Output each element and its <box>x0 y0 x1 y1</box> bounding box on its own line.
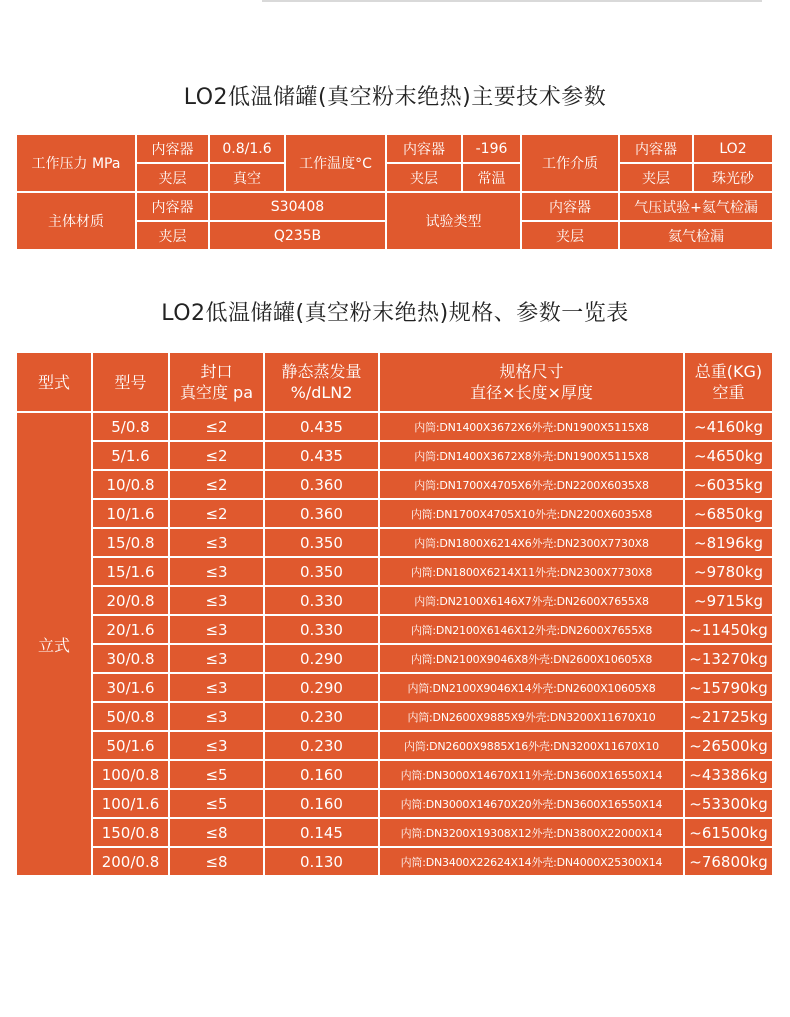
inner-label: 内容器 <box>136 192 209 221</box>
table-row <box>16 644 773 673</box>
table-row <box>16 528 773 557</box>
weight-cell: ~15790kg <box>684 673 773 702</box>
pressure-jacket-value: 真空 <box>209 163 285 192</box>
model-cell: 50/1.6 <box>92 731 169 760</box>
dimensions-cell: 内筒:DN2100X9046X14外壳:DN2600X10605X8 <box>379 673 684 702</box>
jacket-label: 夹层 <box>136 163 209 192</box>
medium-jacket-value: 珠光砂 <box>693 163 773 192</box>
dimensions-cell: 内筒:DN2100X6146X7外壳:DN2600X7655X8 <box>379 586 684 615</box>
vacuum-cell: ≤3 <box>169 673 264 702</box>
evaporation-cell: 0.435 <box>264 441 379 470</box>
weight-cell: ~9715kg <box>684 586 773 615</box>
table-row <box>16 847 773 876</box>
material-jacket-value: Q235B <box>209 221 386 250</box>
vacuum-cell: ≤5 <box>169 760 264 789</box>
pressure-inner-value: 0.8/1.6 <box>209 134 285 163</box>
header-type: 型式 <box>16 352 92 412</box>
model-cell: 20/1.6 <box>92 615 169 644</box>
dimensions-cell: 内筒:DN3200X19308X12外壳:DN3800X22000X14 <box>379 818 684 847</box>
medium-inner-value: LO2 <box>693 134 773 163</box>
evaporation-cell: 0.230 <box>264 702 379 731</box>
vacuum-cell: ≤3 <box>169 644 264 673</box>
weight-cell: ~61500kg <box>684 818 773 847</box>
weight-cell: ~21725kg <box>684 702 773 731</box>
table-row <box>16 673 773 702</box>
inner-label: 内容器 <box>619 134 693 163</box>
evaporation-cell: 0.360 <box>264 499 379 528</box>
model-cell: 5/1.6 <box>92 441 169 470</box>
table-row <box>16 557 773 586</box>
header-weight: 总重(KG) 空重 <box>684 352 773 412</box>
evaporation-cell: 0.290 <box>264 644 379 673</box>
jacket-label: 夹层 <box>386 163 462 192</box>
inner-label: 内容器 <box>521 192 619 221</box>
spec-table <box>15 351 774 877</box>
dimensions-cell: 内筒:DN1700X4705X6外壳:DN2200X6035X8 <box>379 470 684 499</box>
weight-cell: ~9780kg <box>684 557 773 586</box>
evaporation-cell: 0.330 <box>264 615 379 644</box>
weight-cell: ~4650kg <box>684 441 773 470</box>
temp-inner-value: -196 <box>462 134 521 163</box>
model-cell: 30/1.6 <box>92 673 169 702</box>
model-cell: 10/1.6 <box>92 499 169 528</box>
table-row <box>16 499 773 528</box>
vacuum-cell: ≤3 <box>169 528 264 557</box>
vacuum-cell: ≤2 <box>169 412 264 441</box>
medium-label: 工作介质 <box>521 134 619 192</box>
test-inner-value: 气压试验+氦气检漏 <box>619 192 773 221</box>
model-cell: 10/0.8 <box>92 470 169 499</box>
vacuum-cell: ≤3 <box>169 586 264 615</box>
model-cell: 5/0.8 <box>92 412 169 441</box>
model-cell: 20/0.8 <box>92 586 169 615</box>
table-row <box>16 789 773 818</box>
weight-cell: ~43386kg <box>684 760 773 789</box>
model-cell: 150/0.8 <box>92 818 169 847</box>
params-row <box>16 192 773 221</box>
vacuum-cell: ≤3 <box>169 702 264 731</box>
spec-table-body <box>16 412 773 876</box>
evaporation-cell: 0.230 <box>264 731 379 760</box>
dimensions-cell: 内筒:DN1800X6214X6外壳:DN2300X7730X8 <box>379 528 684 557</box>
dimensions-cell: 内筒:DN1400X3672X6外壳:DN1900X5115X8 <box>379 412 684 441</box>
header-vacuum: 封口 真空度 pa <box>169 352 264 412</box>
header-model: 型号 <box>92 352 169 412</box>
model-cell: 30/0.8 <box>92 644 169 673</box>
header-evaporation: 静态蒸发量 %/dLN2 <box>264 352 379 412</box>
vacuum-cell: ≤8 <box>169 818 264 847</box>
table-row <box>16 441 773 470</box>
vacuum-cell: ≤3 <box>169 731 264 760</box>
table-row <box>16 731 773 760</box>
dimensions-cell: 内筒:DN2100X6146X12外壳:DN2600X7655X8 <box>379 615 684 644</box>
test-label: 试验类型 <box>386 192 521 250</box>
weight-cell: ~26500kg <box>684 731 773 760</box>
pressure-label: 工作压力 MPa <box>16 134 136 192</box>
material-label: 主体材质 <box>16 192 136 250</box>
top-divider-line <box>262 0 762 2</box>
model-cell: 200/0.8 <box>92 847 169 876</box>
table-row <box>16 702 773 731</box>
vacuum-cell: ≤3 <box>169 557 264 586</box>
vacuum-cell: ≤3 <box>169 615 264 644</box>
table-row <box>16 470 773 499</box>
weight-cell: ~76800kg <box>684 847 773 876</box>
table-row <box>16 412 773 441</box>
dimensions-cell: 内筒:DN3000X14670X20外壳:DN3600X16550X14 <box>379 789 684 818</box>
evaporation-cell: 0.130 <box>264 847 379 876</box>
model-cell: 100/1.6 <box>92 789 169 818</box>
weight-cell: ~11450kg <box>684 615 773 644</box>
params-row <box>16 134 773 163</box>
dimensions-cell: 内筒:DN1800X6214X11外壳:DN2300X7730X8 <box>379 557 684 586</box>
spec-table-title: LO2低温储罐(真空粉末绝热)规格、参数一览表 <box>161 301 629 326</box>
jacket-label: 夹层 <box>136 221 209 250</box>
weight-cell: ~8196kg <box>684 528 773 557</box>
weight-cell: ~13270kg <box>684 644 773 673</box>
table-row <box>16 586 773 615</box>
evaporation-cell: 0.145 <box>264 818 379 847</box>
jacket-label: 夹层 <box>619 163 693 192</box>
weight-cell: ~6035kg <box>684 470 773 499</box>
jacket-label: 夹层 <box>521 221 619 250</box>
dimensions-cell: 内筒:DN2600X9885X16外壳:DN3200X11670X10 <box>379 731 684 760</box>
evaporation-cell: 0.360 <box>264 470 379 499</box>
dimensions-cell: 内筒:DN3400X22624X14外壳:DN4000X25300X14 <box>379 847 684 876</box>
vacuum-cell: ≤5 <box>169 789 264 818</box>
model-cell: 100/0.8 <box>92 760 169 789</box>
vacuum-cell: ≤2 <box>169 499 264 528</box>
params-table-title: LO2低温储罐(真空粉末绝热)主要技术参数 <box>183 85 607 110</box>
weight-cell: ~4160kg <box>684 412 773 441</box>
weight-cell: ~53300kg <box>684 789 773 818</box>
dimensions-cell: 内筒:DN2600X9885X9外壳:DN3200X11670X10 <box>379 702 684 731</box>
table-row <box>16 615 773 644</box>
weight-cell: ~6850kg <box>684 499 773 528</box>
evaporation-cell: 0.160 <box>264 789 379 818</box>
spec-header-row <box>16 352 773 412</box>
dimensions-cell: 内筒:DN1400X3672X8外壳:DN1900X5115X8 <box>379 441 684 470</box>
evaporation-cell: 0.330 <box>264 586 379 615</box>
header-dimensions: 规格尺寸 直径×长度×厚度 <box>379 352 684 412</box>
material-inner-value: S30408 <box>209 192 386 221</box>
model-cell: 15/1.6 <box>92 557 169 586</box>
evaporation-cell: 0.290 <box>264 673 379 702</box>
dimensions-cell: 内筒:DN1700X4705X10外壳:DN2200X6035X8 <box>379 499 684 528</box>
table-row <box>16 760 773 789</box>
vacuum-cell: ≤2 <box>169 441 264 470</box>
dimensions-cell: 内筒:DN3000X14670X11外壳:DN3600X16550X14 <box>379 760 684 789</box>
table-row <box>16 818 773 847</box>
model-cell: 50/0.8 <box>92 702 169 731</box>
test-jacket-value: 氦气检漏 <box>619 221 773 250</box>
evaporation-cell: 0.435 <box>264 412 379 441</box>
inner-label: 内容器 <box>386 134 462 163</box>
type-cell: 立式 <box>16 412 92 876</box>
evaporation-cell: 0.350 <box>264 528 379 557</box>
evaporation-cell: 0.350 <box>264 557 379 586</box>
inner-label: 内容器 <box>136 134 209 163</box>
dimensions-cell: 内筒:DN2100X9046X8外壳:DN2600X10605X8 <box>379 644 684 673</box>
evaporation-cell: 0.160 <box>264 760 379 789</box>
model-cell: 15/0.8 <box>92 528 169 557</box>
vacuum-cell: ≤2 <box>169 470 264 499</box>
temp-jacket-value: 常温 <box>462 163 521 192</box>
vacuum-cell: ≤8 <box>169 847 264 876</box>
technical-params-table <box>15 133 774 251</box>
temperature-label: 工作温度°C <box>285 134 386 192</box>
